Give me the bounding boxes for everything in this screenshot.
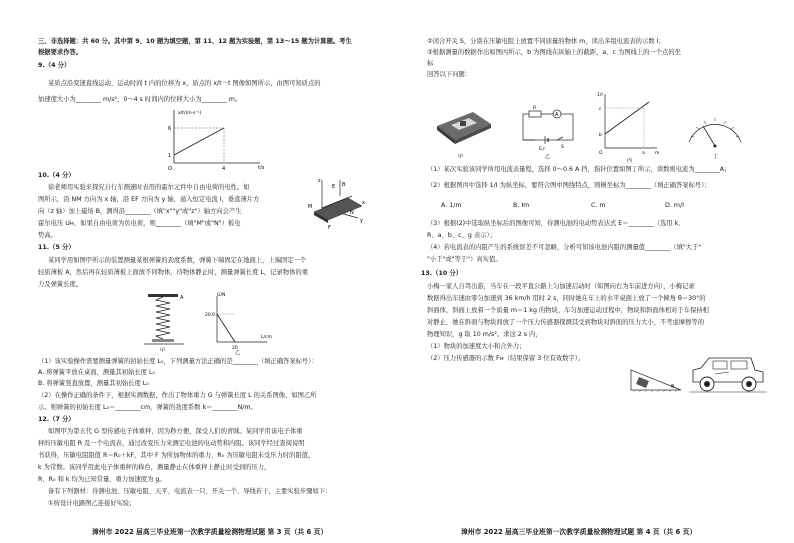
graph-ylabel: G/N	[217, 293, 226, 298]
circuit-figure	[517, 106, 581, 158]
q9-number: 9.（4 分）	[38, 62, 71, 69]
q11-sub2-line2: 示。则弹簧的初始长度 L₀＝________cm，弹簧的劲度系数 k＝________N/m。	[38, 404, 257, 411]
incline-block-figure	[629, 366, 685, 394]
scale-photo-figure	[433, 108, 493, 158]
section-header: 三、非选择题：共 60 分。其中第 9、10 题为填空题，第 11、12 题为实验题，第 13～15 题为计算题。考生	[38, 38, 352, 45]
car-figure	[689, 352, 767, 398]
q12-line2: 秤的压敏电阻 R 及一个电流表，通过改变压力来测定电池的电动势和内阻。该同学经过查阅说明	[38, 440, 305, 447]
q12-answer-prompt: 回答以下问题：	[427, 71, 472, 78]
theta-label: θ	[671, 384, 675, 390]
q12-line6: 备有下列器材：待测电池、压敏电阻、天平、电流表一只、开关一个、导线若干，主要实验步骤如下：	[48, 488, 332, 495]
x-axis-label: x	[362, 200, 365, 206]
q12-sub4-line1: （4）若电流表的内阻产生的系统误差不可忽略，分析可知该电池内阻的测量值________（填"大于"	[427, 244, 702, 251]
q12-line7: ①按设计电路图乙连接好实验；	[48, 500, 136, 507]
q9-ytick2: 1	[168, 153, 172, 159]
section-header-cont: 根据要求作答。	[38, 49, 83, 56]
graph-xlabel: L/cm	[261, 335, 272, 340]
q13-line5: 物理知识，g 取 10 m/s²。求这 2 s 内，	[427, 331, 542, 338]
q13-line3: 斜面体，斜面上放着一个质量 m＝1 kg 的物块，车匀加速运动过程中，物块和斜面体相对于车保持相	[427, 307, 709, 314]
ammeter-dial-figure	[683, 112, 747, 160]
q12-sub3-line2: R、a、b、c、g 表示）；	[427, 232, 496, 239]
q10-line2: 图所示，沿 NM 方向为 x 轴，沿 EF 方向为 y 轴，通入恒定电流 I，垂直薄片方	[38, 196, 260, 203]
q9-origin: O	[168, 166, 172, 172]
graph-ylabel-r: 1/I	[597, 93, 603, 98]
q13-line1: 小梅一家人自驾出游，当车在一段平直公路上匀加速启动时（如图向右为车前进方向），小梅记录	[427, 283, 695, 290]
q9-line1: 某质点沿变速直线运动，运动时间 t 内的位移为 x，质点的 x/t－t 图像如图所示，由图可知质点的	[48, 80, 321, 87]
q12-line1: 如图甲为第五代 G 型传感电子体重秤，因为秒方便，深受人们的青睐。某同学用该电子体重	[48, 428, 303, 435]
point-c-label: c	[599, 107, 602, 112]
switch-label: S	[561, 145, 564, 150]
b-label: B	[342, 182, 346, 188]
q11-line1: 某同学用如图甲所示的装置测量某根弹簧的劲度系数，弹簧下端固定在地面上，上端固定一个	[48, 257, 307, 264]
q11-spring-figure	[142, 292, 192, 352]
q12-line3: 书获得，压敏电阻阻值 R＝R₀＋kF，其中 F 为所加物体的重力，R₀ 为压敏电阻未受压力时的阻值，	[38, 452, 315, 459]
fig-ding-caption: 丁	[713, 154, 719, 160]
f-label: F	[328, 225, 331, 231]
q9-ylabel: x/t/(m·s⁻¹)	[178, 111, 202, 116]
q11-number: 11.（5 分）	[38, 244, 75, 251]
fig-yi-caption-r: 乙	[545, 154, 551, 160]
y-axis-label: y	[360, 218, 363, 224]
q11-sub1-line1: （1）该实验操作需要测量弹簧的初始长度 L₀，下列测量方法正确的是________（填正确答案标号）：	[38, 358, 318, 365]
option-a: A. 1/m	[441, 202, 462, 209]
graph-xlabel-r: m	[655, 151, 660, 156]
q9-xlabel: t/s	[258, 165, 265, 171]
q12-sub3-line1: （3）根据(2)中选取纵坐标后的图像可知，待测电池的电动势表达式 E＝________（选用 k、	[427, 220, 685, 227]
footer-page-4: 漳州市 2022 届高三毕业班第一次教学质量检测物理试题 第 4 页（共 6 页）	[461, 528, 697, 536]
q11-sub2-line1: （2）在操作正确的条件下，根据实测数据，作出了物体重力 G 与弹簧长度 L 的关系图像，如图乙所	[38, 392, 317, 399]
battery-label: E,r	[539, 147, 546, 152]
q13-number: 13.（10 分）	[421, 270, 463, 277]
m-label: M	[308, 204, 313, 210]
q12-sub2: （2）根据图丙中选择 1/I 为纵坐标，要符合图中图线特点，则横坐标为________（填正确答案标号）；	[427, 182, 711, 189]
graph-origin-r: O	[599, 151, 603, 156]
e-label: E	[332, 184, 336, 190]
fig-jia-caption: 甲	[160, 348, 166, 354]
q9-xtick: 4	[222, 166, 226, 172]
q11-sub1-line2: A. 将弹簧平放在桌面，测量其初始长度 L₀	[38, 369, 155, 376]
intercept-b-label: b	[599, 133, 602, 138]
q13-sub1: （1）物块的加速度大小和合外力；	[427, 343, 526, 350]
fig-bing-caption: 丙	[627, 158, 633, 164]
q13-line4: 对静止，她在斜面与物块间放了一个压力传感器探测其受到物块对斜面的压力大小，不考虑摩擦等的	[427, 319, 705, 326]
graph-ytick: 20.0	[205, 313, 216, 318]
resistor-label: R	[533, 106, 537, 111]
q12-step3: ③根据测量的数据作出如图丙所示，b 为图线在纵轴上的截距，a、c 为图线上的一个点的坐	[427, 49, 681, 56]
q10-line1: 徐老师用实验来探究自行车测速时表用的霍尔元件中自由电荷的电性。如	[48, 184, 250, 191]
q10-line5: 势高。	[38, 232, 57, 239]
q12-step2: ②闭合开关 S，分别在压敏电阻上放置不同质量的物体 m，读出多组电流表的示数 I；	[427, 38, 665, 45]
option-c: C. m	[591, 202, 606, 209]
q12-line5: R、R₀ 和 k 均为已知常量，重力加速度为 g。	[38, 476, 166, 483]
fig-jia-caption-r: 甲	[458, 154, 464, 160]
footer-page-3: 漳州市 2022 届高三毕业班第一次教学质量检测物理试题 第 3 页（共 6 页）	[92, 528, 328, 536]
q10-number: 10.（4 分）	[38, 172, 75, 179]
inverse-current-graph	[593, 90, 663, 164]
q11-sub1-line3: B. 将弹簧竖直放置，测量其初始长度 L₀	[38, 380, 149, 387]
q12-sub4-line2: "小于"或"等于"）真实值。	[427, 256, 502, 263]
page-4	[397, 0, 794, 543]
q12-line4: k 为常数。该同学用此电子体重秤的称台，测量静止在体重秤上静止时受到的压力，	[38, 464, 271, 471]
q11-line2: 轻质薄板 A，然后再在轻质薄板上面放不同物体，待物体静止时，测量弹簧长度 L，记录物体的重	[38, 269, 308, 276]
option-b: B. Im	[513, 202, 530, 209]
q9-graph	[160, 108, 270, 172]
q10-line4: 霍尔电压 Uн，如果自由电荷为负电荷，则________（填"M"或"N"）板电	[38, 220, 241, 227]
point-a-label: a	[642, 151, 645, 156]
q13-line2: 数据得出车速由零匀加速到 36 km/h 用时 2 s，同时她在车上的水平桌面上放了一个倾角 θ＝30°的	[427, 295, 706, 302]
q12-sub1: （1）某次实验该同学所用电流表量程，选择 0～0.6 A 挡，指针位置如图丁所示，读数则电流为________A；	[427, 166, 731, 173]
q13-sub2: （2）压力传感器的示数 Fн（结果保留 3 位有效数字）。	[427, 355, 585, 362]
q11-graph	[205, 292, 275, 354]
q10-line3: 向（z 轴）加上磁场 B，测得沿________（填"x""y"或"z"）轴方向会产生	[38, 208, 242, 215]
ammeter-label: A	[555, 112, 559, 118]
option-d: D. m/I	[665, 202, 684, 209]
q9-line2: 加速度大小为________ m/s²，0～4 s 时间内的位移大小为________ m。	[38, 96, 242, 103]
q10-hall-plate-figure	[308, 178, 368, 230]
q12-step3-cont: 标	[427, 60, 434, 67]
z-axis-label: z	[318, 178, 321, 184]
q9-ytick: 6	[168, 126, 172, 132]
fig-yi-caption: 乙	[235, 350, 241, 356]
n-label: N	[350, 210, 354, 216]
q11-line3: 力及弹簧长度。	[38, 281, 83, 288]
q12-number: 12.（7 分）	[38, 416, 75, 423]
plate-a-label: A	[180, 295, 184, 301]
graph-xtick: 20	[232, 346, 238, 351]
